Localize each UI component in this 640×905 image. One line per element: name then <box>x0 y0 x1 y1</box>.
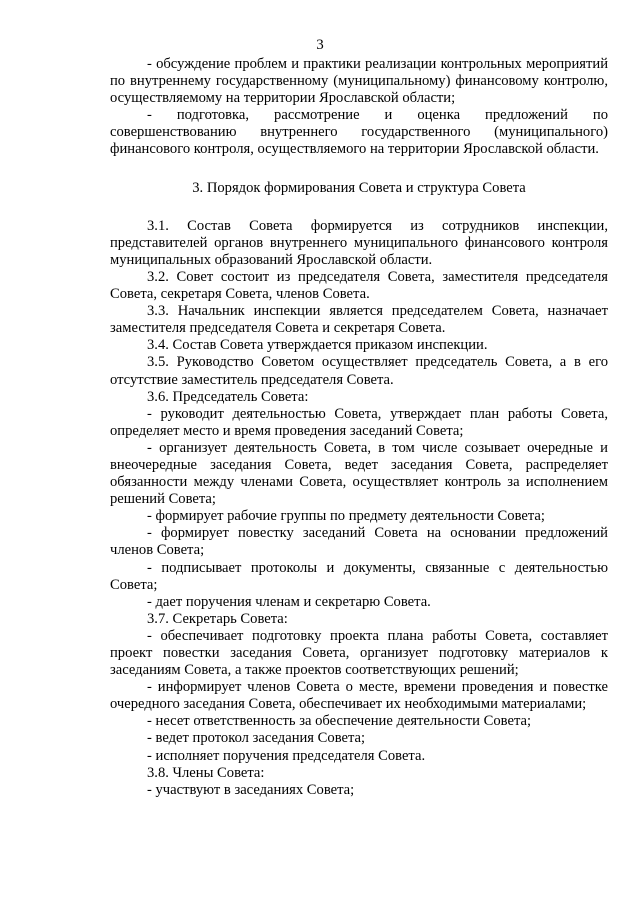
intro-item: - обсуждение проблем и практики реализации контрольных мероприятий по внутреннему государственному (муниципальному) финансовому контролю, осуществляемому на территории Ярославской области; <box>110 56 608 107</box>
page-number: 3 <box>316 37 324 53</box>
list-item: - дает поручения членам и секретарю Совета. <box>147 593 431 610</box>
list-item: - руководит деятельностью Совета, утверждает план работы Совета, определяет место и время проведения заседаний Совета; <box>110 405 608 439</box>
list-item: - исполняет поручения председателя Совета. <box>147 747 426 764</box>
paragraph: 3.4. Состав Совета утверждается приказом инспекции. <box>147 337 488 354</box>
list-item: - информирует членов Совета о месте, времени проведения и повестке очередного заседания Совета, обеспечивает их необходимыми материалами; <box>110 679 608 713</box>
paragraph: 3.8. Члены Совета: <box>147 764 265 781</box>
paragraph: 3.1. Состав Совета формируется из сотрудников инспекции, представителей органов внутреннего муниципального финансового контроля муниципальных образований Ярославской области. <box>110 217 608 268</box>
paragraph: 3.2. Совет состоит из председателя Совета, заместителя председателя Совета, секретаря Совета, членов Совета. <box>110 268 608 303</box>
paragraph: 3.6. Председатель Совета: <box>147 388 309 405</box>
list-item: - участвуют в заседаниях Совета; <box>147 781 355 798</box>
list-item: - организует деятельность Совета, в том числе созывает очередные и внеочередные заседания Совета, ведет заседания Совета, распределяет обязанности между членами Совета, осуществляет контроль за исполнением решений Совета; <box>110 439 608 508</box>
list-item: - формирует повестку заседаний Совета на основании предложений членов Совета; <box>110 525 608 559</box>
list-item: - ведет протокол заседания Совета; <box>147 730 366 747</box>
paragraph: 3.5. Руководство Советом осуществляет председатель Совета, а в его отсутствие заместитель председателя Совета. <box>110 354 608 388</box>
list-item: - несет ответственность за обеспечение деятельности Совета; <box>147 713 532 730</box>
paragraph: 3.3. Начальник инспекции является председателем Совета, назначает заместителя председателя Совета и секретаря Совета. <box>110 303 608 337</box>
section-heading: 3. Порядок формирования Совета и структура Совета <box>192 179 526 196</box>
paragraph: 3.7. Секретарь Совета: <box>147 610 288 627</box>
list-item: - обеспечивает подготовку проекта плана работы Совета, составляет проект повестки заседания Совета, организует подготовку материалов к заседаниям Совета, а также проектов соответствующих решений; <box>110 627 608 679</box>
document-body <box>110 56 608 799</box>
list-item: - подписывает протоколы и документы, связанные с деятельностью Совета; <box>110 559 608 593</box>
intro-item: - подготовка, рассмотрение и оценка предложений по совершенствованию внутреннего государственного (муниципального) финансового контроля, осуществляемого на территории Ярославской области. <box>110 107 608 158</box>
list-item: - формирует рабочие группы по предмету деятельности Совета; <box>147 508 545 525</box>
